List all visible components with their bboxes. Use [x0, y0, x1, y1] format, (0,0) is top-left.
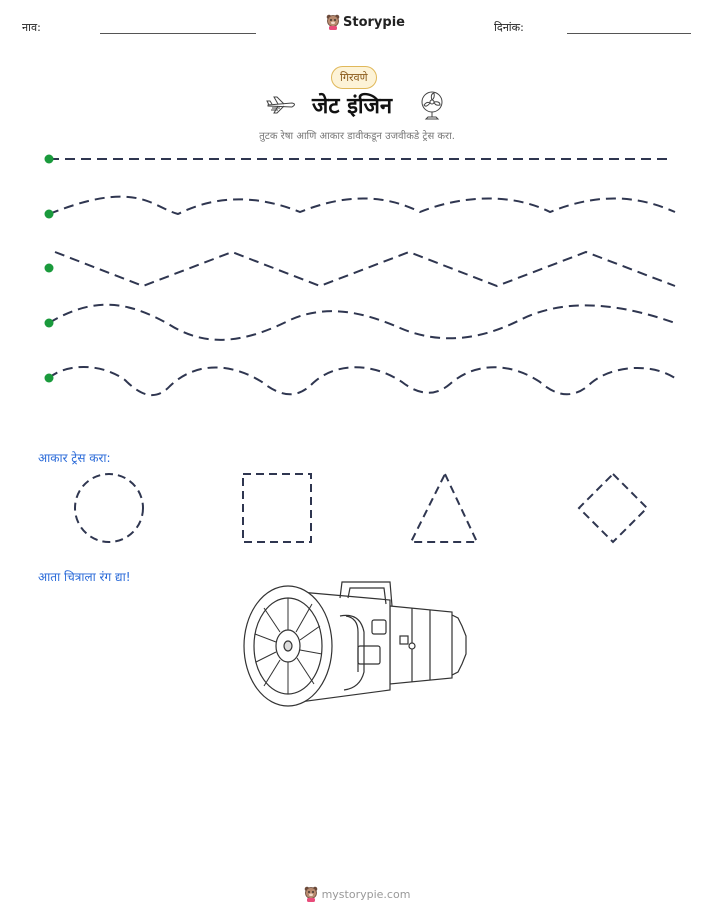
trace-line-smooth-wave [49, 197, 675, 214]
brand-name: Storypie [343, 14, 405, 30]
start-dot-2 [45, 210, 54, 219]
bear-icon [304, 886, 318, 902]
brand-logo [326, 14, 405, 30]
tracing-shapes [60, 468, 670, 550]
start-dot-3 [45, 264, 54, 273]
start-dot-5 [45, 374, 54, 383]
trace-square [243, 474, 311, 542]
trace-line-large-wave [49, 305, 675, 340]
jet-engine-drawing [240, 576, 472, 714]
instructions: तुटक रेषा आणि आकार डावीकडून उजवीकडे ट्रेस करा. [259, 131, 455, 142]
tracing-lines [0, 140, 714, 400]
category-badge: गिरवणे [331, 66, 377, 89]
start-dot-1 [45, 155, 54, 164]
trace-diamond [579, 474, 647, 542]
trace-line-bump-wave [49, 367, 675, 395]
shapes-heading: आकार ट्रेस करा: [38, 451, 111, 465]
bear-icon [326, 14, 340, 30]
footer [0, 886, 714, 902]
trace-line-zigzag [55, 252, 675, 286]
page-title: जेट इंजिन [312, 94, 393, 119]
airplane-icon [266, 94, 298, 116]
fan-icon [420, 91, 444, 121]
name-line[interactable] [100, 33, 256, 34]
trace-triangle [411, 474, 477, 542]
date-label: दिनांक: [494, 21, 524, 34]
start-dot-4 [45, 319, 54, 328]
date-line[interactable] [567, 33, 691, 34]
name-label: नाव: [22, 21, 41, 34]
footer-url[interactable]: mystorypie.com [321, 887, 411, 901]
color-heading: आता चित्राला रंग द्या! [38, 570, 131, 584]
trace-circle [75, 474, 143, 542]
